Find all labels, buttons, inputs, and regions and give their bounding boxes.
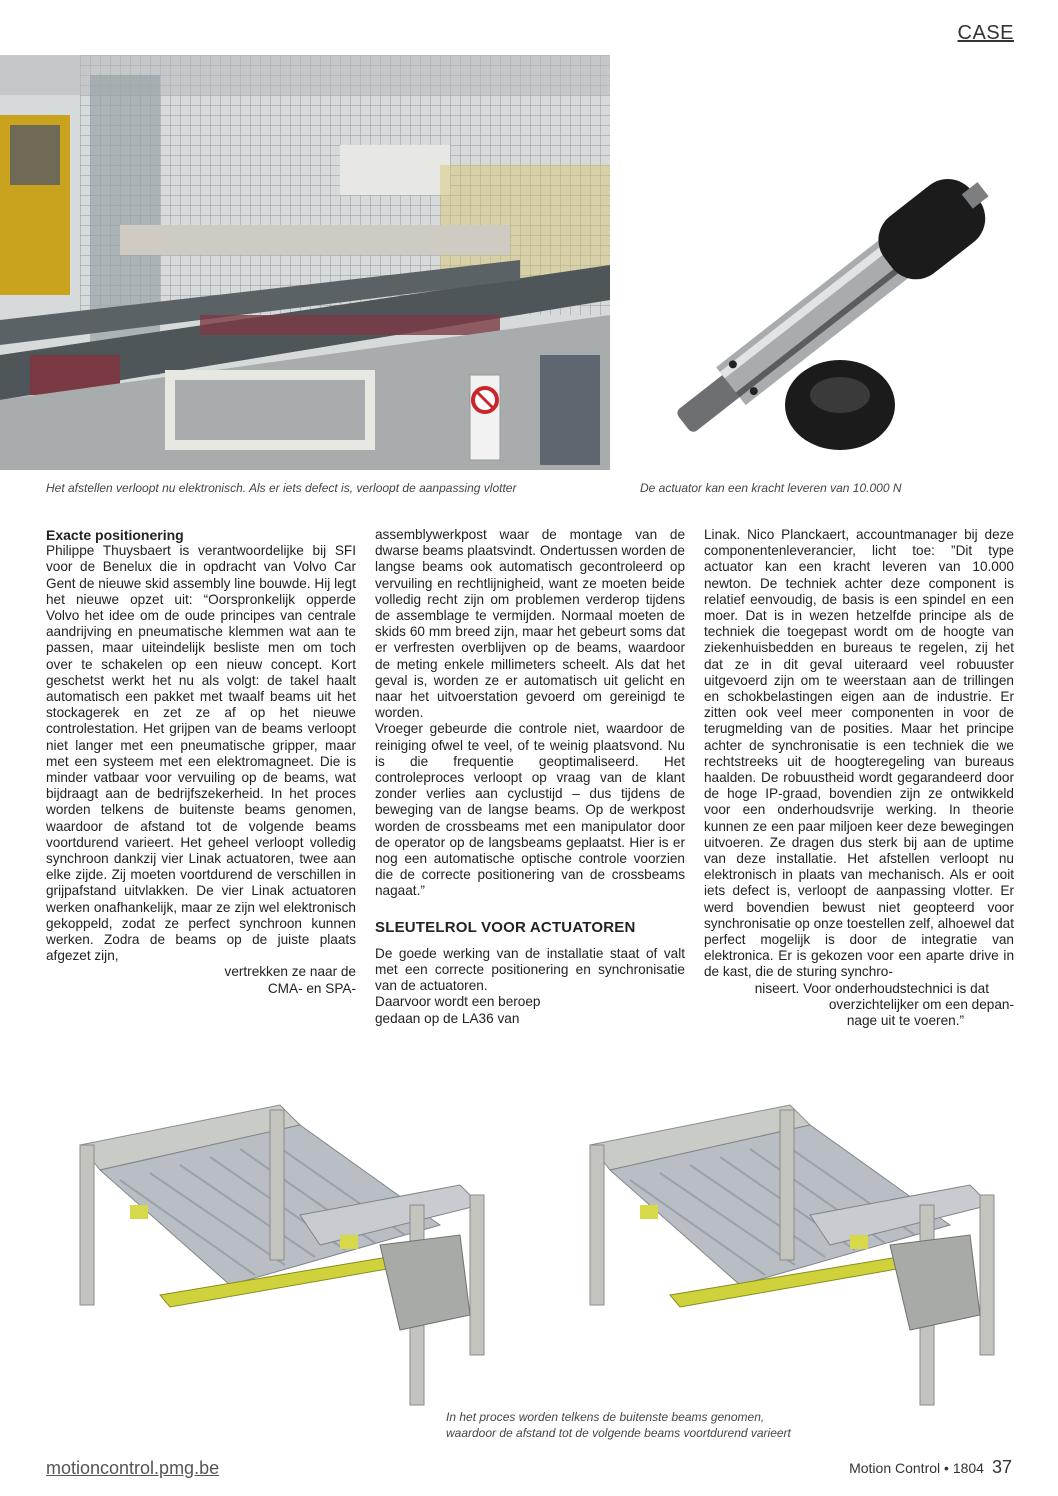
article-column-1 [46, 527, 356, 997]
section-heading: SLEUTELROL VOOR ACTUATOREN [375, 918, 636, 936]
assembly-line-illustration [40, 1085, 1040, 1425]
paragraph-tail: nage uit te voeren.” [846, 1013, 964, 1029]
actuator-photo [625, 145, 1035, 475]
paragraph-tail: overzichtelijker om een depan- [828, 996, 1014, 1012]
magazine-issue: Motion Control • 1804 [849, 1460, 984, 1476]
section-label: CASE [957, 22, 1014, 44]
paragraph: Philippe Thuysbaert is verantwoordelijke bij SFI voor de Benelux die in opdracht van Volvo Car Gent de nieuwe skid assembly line bouwde. Hij legt het nieuwe opzet uit: “Oorspronkelijk opperde Volvo het idee om de oude principes van centrale aandrijving en pneumatische klemmen wat aan te passen, maar uiteindelijk besliste men om toch over te schakelen op een nieuw concept. Kort geschetst werkt het nu als volgt: de takel haalt automatisch een pakket met twaalf beams uit het stockagerek en zet ze af op het nieuwe controlestation. Het grijpen van de beams verloopt niet langer met een pneumatische gripper, maar met een systeem met een elektromagneet. Die is minder vatbaar voor vervuiling op de beams, wat bijdraagt aan de bedrijfszekerheid. In het proces worden telkens de buitenste beams genomen, waardoor de afstand tot de volgende beams voortdurend varieert. Het geheel verloopt volledig synchroon dankzij vier Linak actuatoren, twee aan elke zijde. Zij moeten voortdurend de verschillen in grijpafstand uitvlakken. De vier Linak actuatoren werken onafhankelijk, maar ze zijn wel elektronisch gekoppeld, zodat ze perfect synchroon kunnen werken. Zodra de beams op de juiste plaats afgezet zijn, [46, 543, 356, 964]
article-column-2 [375, 527, 685, 1027]
paragraph: De goede werking van de installatie staat of valt met een correcte positionering en synchronisatie van de actuatoren. [375, 945, 685, 994]
actuator-photo-caption: De actuator kan een kracht leveren van 10.000 N [640, 481, 902, 495]
caption-line: In het proces worden telkens de buitenste beams genomen, [446, 1410, 765, 1424]
factory-photo-caption: Het afstellen verloopt nu elektronisch. Als er iets defect is, verloopt de aanpassing vlotter [46, 481, 517, 495]
machine-left [80, 1105, 484, 1405]
page-number: 37 [991, 1457, 1012, 1477]
caption-line: waardoor de afstand tot de volgende beams voortdurend varieert [446, 1426, 791, 1440]
website-link[interactable]: motioncontrol.pmg.be [46, 1458, 220, 1478]
illustration-caption [446, 1409, 791, 1441]
paragraph: Vroeger gebeurde die controle niet, waardoor de reiniging ofwel te veel, of te weinig plaatsvond. Nu is die frequentie geoptimaliseerd. Het controleproces verloopt op vraag van de klant zonder verlies aan cyclustijd – dus tijdens de beweging van de langse beams. Op de werkpost worden de crossbeams met een manipulator door de operator op de langsbeams geplaatst. Hier is er nog een automatische optische controle voorzien die de correcte positionering van de crossbeams nagaat.” [375, 721, 685, 899]
paragraph: assemblywerkpost waar de montage van de dwarse beams plaatsvindt. Ondertussen worden de langse beams ook automatisch gecontroleerd op vervuiling en rechtlijnigheid, want ze moeten beide volledig recht zijn om problemen verderop tijdens de assemblage te vermijden. Normaal moeten de skids 60 mm breed zijn, maar het gebeurt soms dat er verfresten overblijven op de beams, waardoor de meting enkele millimeters scheelt. Als dat het geval is, worden ze er automatisch uit gelicht en naar het uitvoerstation gevoerd om gereinigd te worden. [375, 527, 685, 721]
paragraph-tail: CMA- en SPA- [267, 980, 356, 996]
paragraph-tail: vertrekken ze naar de [224, 964, 356, 980]
article-column-3 [704, 527, 1014, 1029]
paragraph-tail: Daarvoor wordt een beroep [375, 994, 541, 1010]
paragraph-tail: niseert. Voor onderhoudstechnici is dat [754, 980, 989, 996]
factory-photo [0, 55, 610, 470]
paragraph: Linak. Nico Planckaert, accountmanager bij deze componentenleverancier, licht toe: ”Dit type actuator kan een kracht leveren van 10.000 newton. De techniek achter deze component is relatief eenvoudig, de basis is een spindel en een moer. Dat is in wezen hetzelfde principe als de techniek die toegepast wordt om de hoogte van ziekenhuisbedden en bureaus te regelen, zij het dat ze in dit geval uiteraard veel robuuster uitgevoerd zijn om te weerstaan aan de trillingen en schokbelastingen eigen aan de industrie. Er zitten ook veel meer componenten in voor de terugmelding van de posities. Maar het principe achter de synchronisatie is een techniek die we rechtstreeks uit de hoogteregeling van bureaus haalden. De robuustheid wordt gegarandeerd door de hoge IP-graad, bovendien zijn ze ontwikkeld voor een onderhoudsvrije werking. In theorie kunnen ze een paar miljoen keer deze bewegingen uitvoeren. Ze dragen dus sterk bij aan de uptime van deze installatie. Het afstellen verloopt nu elektronisch in plaats van mechanisch. Als er ooit iets defect is, verloopt de aanpassing vlotter. Er werd bovendien bewust niet geopteerd voor synchronisatie op onze toestellen zelf, alhoewel dat perfect mogelijk is door de integratie van elektronica. Er is gekozen voor een aparte drive in de kast, die de sturing synchro- [704, 527, 1014, 980]
subheading: Exacte positionering [46, 527, 184, 543]
machine-right [590, 1105, 994, 1405]
paragraph-tail: gedaan op de LA36 van [375, 1010, 520, 1026]
footer-publication [849, 1457, 1012, 1478]
